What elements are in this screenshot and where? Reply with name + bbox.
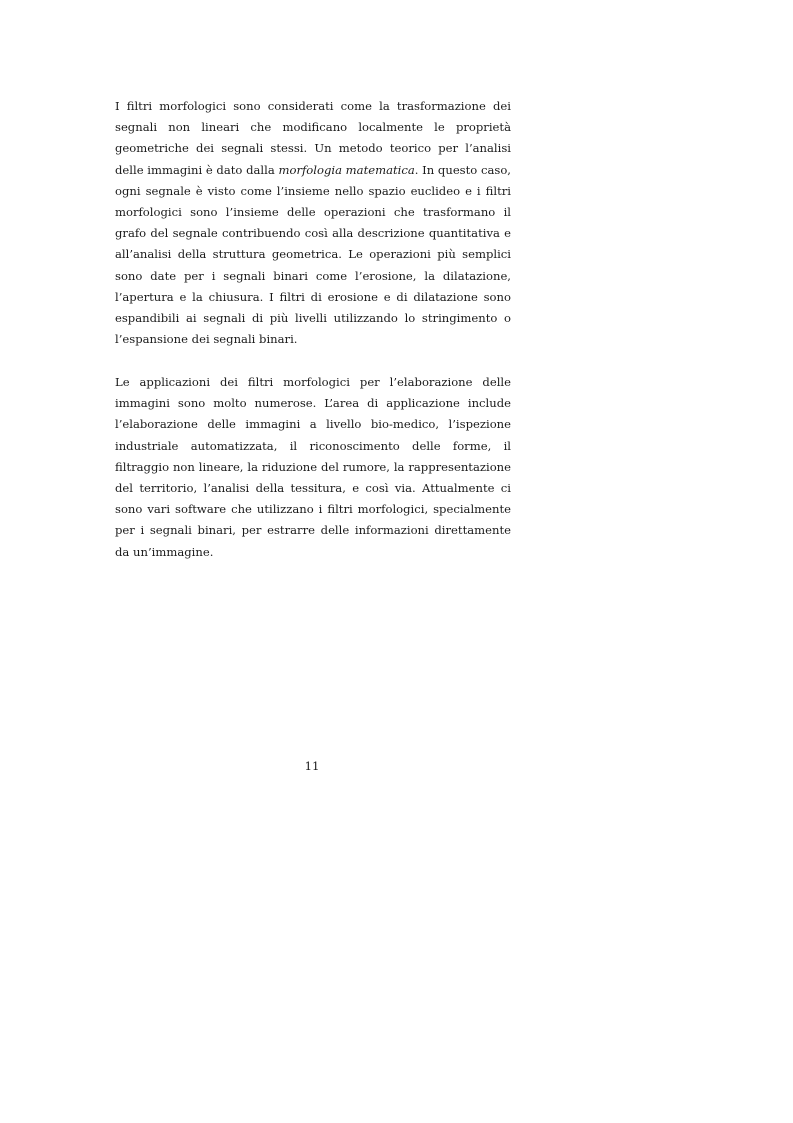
italic-term-morfologia-matematica: morfologia matematica	[278, 162, 415, 177]
paragraph-morphological-filters-applications	[115, 372, 511, 563]
paragraph-text	[115, 96, 511, 350]
paragraph-morphological-filters-definition	[115, 96, 511, 350]
paragraph-2-text: Le applicazioni dei filtri morfologici per l’elaborazione delle immagini sono molto numerose. L’area di applicazione include l’elaborazione delle immagini a livello bio-medico, l’ispezione industriale automatizzata, il riconoscimento delle forme, il filtraggio non lineare, la riduzione del rumore, la rappresentazione del territorio, l’analisi della tessitura, e così via. Attualmente ci sono vari software che utilizzano i filtri morfologici, specialmente per i segnali binari, per estrarre delle informazioni direttamente da un’immagine.	[115, 375, 511, 559]
paragraph-1-text-end: . In questo caso, ogni segnale è visto come l’insieme nello spazio euclideo e i filtri morfologici sono l’insieme delle operazioni che trasformano il grafo del segnale contribuendo così alla descrizione quantitativa e all’analisi della struttura geometrica. Le operazioni più semplici sono date per i segnali binari come l’erosione, la dilatazione, l’apertura e la chiusura. I filtri di erosione e di dilatazione sono espandibili ai segnali di più livelli utilizzando lo stringimento o l’espansione dei segnali binari.	[115, 162, 511, 347]
paragraph-1-text-start: I filtri morfologici sono considerati come la trasformazione dei segnali non lineari che modificano localmente le proprietà geometriche dei segnali stessi. Un metodo teorico per l’analisi delle immagini è dato dalla	[115, 99, 511, 177]
page-number: 11	[304, 759, 320, 773]
